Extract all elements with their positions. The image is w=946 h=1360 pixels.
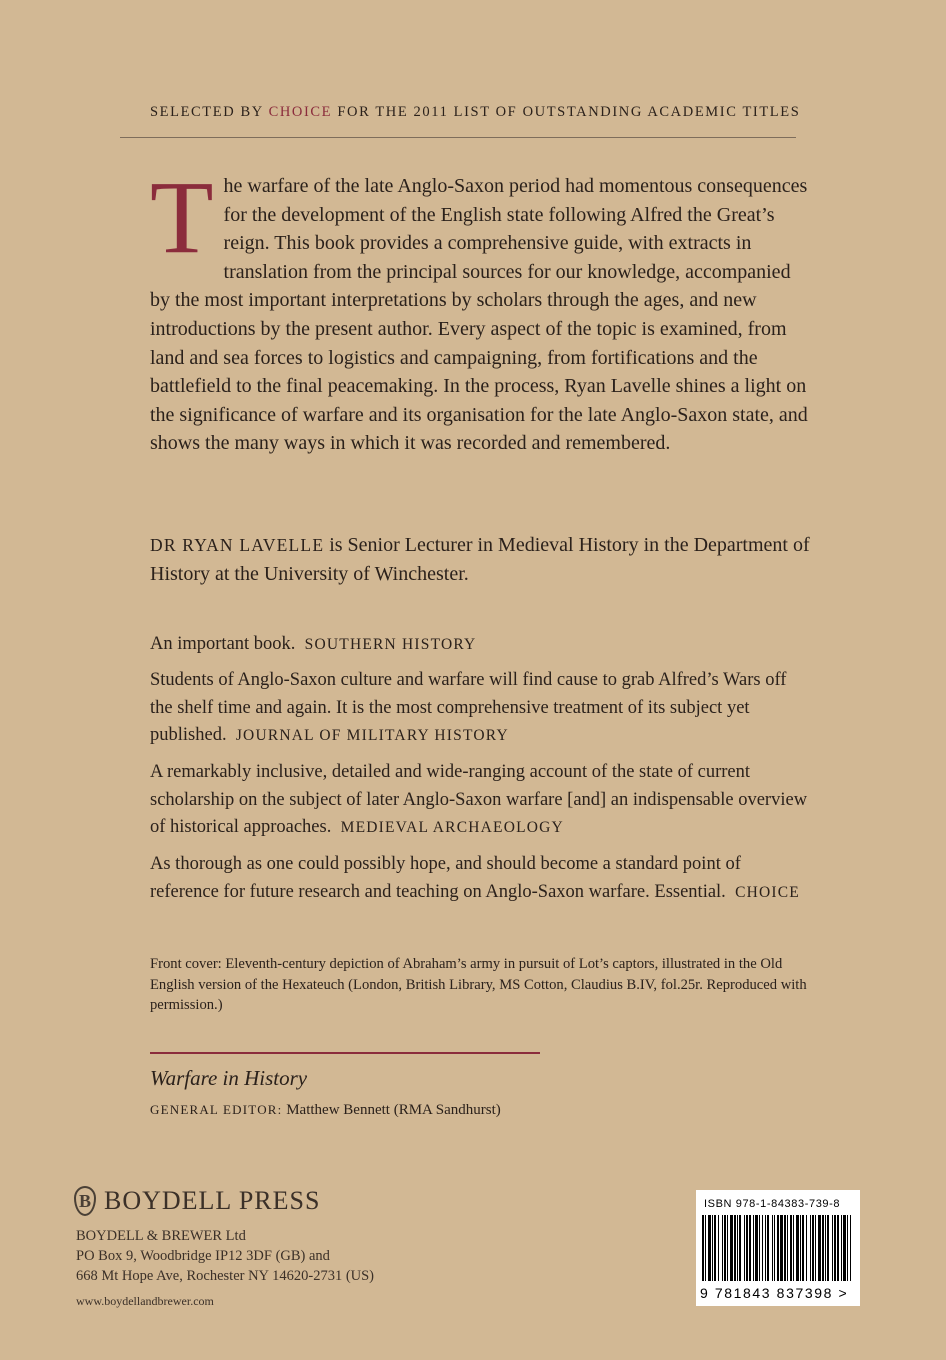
review-source: SOUTHERN HISTORY [304,636,477,653]
publisher-address [76,1226,374,1286]
drop-cap: T [150,160,214,275]
author-name: DR RYAN LAVELLE [150,535,325,555]
isbn-label: ISBN 978-1-84383-739-8 [704,1198,841,1210]
review-quote: As thorough as one could possibly hope, and should become a standard point of reference for future research and teaching on Anglo-Saxon warfare. Essential. [150,854,741,902]
choice-highlight: CHOICE [268,104,333,120]
barcode-digits: 9 781843 837398 > [700,1285,849,1301]
publisher-logo-icon: B [74,1186,96,1216]
address-line: PO Box 9, Woodbridge IP12 3DF (GB) and [76,1248,330,1264]
choice-selection-line [150,104,801,121]
choice-prefix: SELECTED BY [150,104,264,120]
publisher-name: BOYDELL PRESS [104,1186,321,1215]
review-source: CHOICE [735,883,800,901]
series-title: Warfare in History [150,1066,308,1090]
review-2 [150,667,810,750]
choice-suffix: FOR THE 2011 LIST OF OUTSTANDING ACADEMIC TITLES [337,104,801,120]
publisher-website: www.boydellandbrewer.com [76,1294,214,1308]
editor-label: GENERAL EDITOR: [150,1102,283,1117]
editor-name: Matthew Bennett (RMA Sandhurst) [286,1102,501,1118]
address-line: BOYDELL & BREWER Ltd [76,1228,246,1244]
cover-caption: Front cover: Eleventh-century depiction of Abraham’s army in pursuit of Lot’s captors, illustrated in the Old English version of the Hexateuch (London, British Library, MS Cotton, Claudius B.IV, fol.25r. Reproduced with permission.) [150,956,807,1013]
review-4 [150,851,810,906]
author-bio [150,531,810,589]
description-text: he warfare of the late Anglo-Saxon period had momentous consequences for the development of the English state following Alfred the Great’s reign. This book provides a comprehensive guide, with extracts in translation from the principal sources for our knowledge, accompanied by the most important interpretations by scholars through the ages, and new introductions by the present author. Every aspect of the topic is examined, from land and sea forces to logistics and campaigning, from fortifications and the battlefield to the final peacemaking. In the process, Ryan Lavelle shines a light on the significance of warfare and its organisation for the late Anglo-Saxon state, and shows the many ways in which it was recorded and remembered. [150,175,808,455]
address-line: 668 Mt Hope Ave, Rochester NY 14620-2731 (US) [76,1268,375,1284]
general-editor [150,1102,501,1119]
review-quote: Students of Anglo-Saxon culture and warfare will find cause to grab Alfred’s Wars off the shelf time and again. It is the most comprehensive treatment of its subject yet published. [150,670,787,745]
review-quote: A remarkably inclusive, detailed and wide-ranging account of the state of current scholarship on the subject of later Anglo-Saxon warfare [and] an indispensable overview of historical approaches. [150,762,808,837]
author-bio-text: is Senior Lecturer in Medieval History in the Department of History at the University of Winchester. [150,534,810,585]
review-source: MEDIEVAL ARCHAEOLOGY [340,819,564,836]
review-quote: An important book. [150,634,296,654]
barcode-icon [700,1215,858,1285]
top-divider [120,137,796,138]
review-1 [150,631,810,659]
review-source: JOURNAL OF MILITARY HISTORY [235,727,509,744]
series-divider [150,1052,540,1054]
book-description [150,160,810,458]
review-3 [150,759,810,842]
